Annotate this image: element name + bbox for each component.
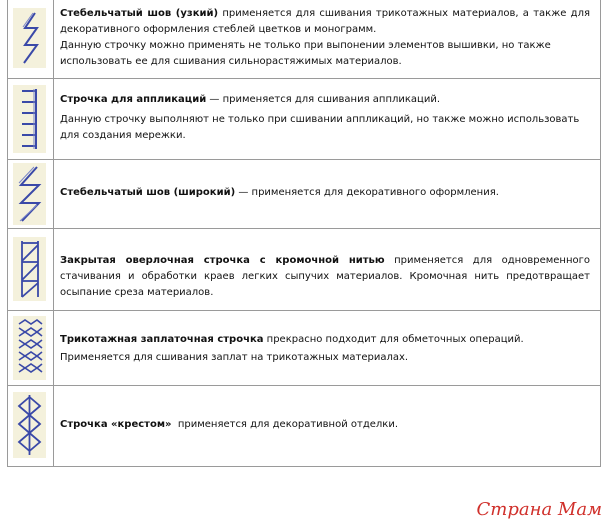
stitch-row-narrow-stem [8, 0, 600, 78]
icon-cell [8, 0, 54, 78]
stitch-note: Данную строчку можно применять не только при выпонении элементов вышивки, но также использовать ее для сшивания сильнорастяжимых материалов. [60, 40, 551, 67]
stitch-description [60, 332, 590, 366]
icon-cell [8, 79, 54, 160]
stitch-main-text [60, 92, 590, 108]
knit-patch-stitch-icon [13, 316, 46, 380]
stitch-description [60, 185, 590, 201]
icon-cell [8, 386, 54, 467]
stitch-row-knit-patch [8, 310, 600, 386]
icon-cell [8, 311, 54, 386]
wide-stem-stitch-icon [13, 163, 46, 225]
stitch-rest: прекрасно подходит для обметочных операций. [263, 334, 524, 345]
stitch-row-applique [8, 78, 600, 160]
icon-cell [8, 229, 54, 311]
stitch-description [60, 253, 590, 301]
stitch-description [60, 92, 590, 144]
applique-stitch-icon [13, 85, 46, 153]
stitch-note: Данную строчку выполняют не только при сшивании аппликаций, но также можно использовать для создания мережки. [60, 114, 580, 141]
watermark-logo: Страна Мам [476, 499, 602, 520]
stitch-title: Стебельчатый шов (узкий) [60, 8, 219, 19]
stitch-rest: — применяется для декоративного оформления. [235, 187, 499, 198]
stitch-description [60, 417, 590, 433]
stitch-rest: — применяется для сшивания аппликаций. [206, 94, 441, 105]
stitch-title: Закрытая оверлочная строчка с кромочной нитью [60, 255, 385, 266]
stitch-rest: применяется для декоративной отделки. [171, 419, 399, 430]
stitch-note: Применяется для сшивания заплат на трикотажных материалах. [60, 352, 409, 363]
stitch-description [60, 6, 590, 70]
stitch-main-text [60, 253, 590, 301]
stitch-main-text [60, 332, 590, 348]
stitch-title: Строчка «крестом» [60, 419, 172, 430]
stitch-title: Строчка для аппликаций [60, 94, 207, 105]
stitch-row-cross [8, 385, 600, 467]
stitch-row-wide-stem [8, 159, 600, 229]
narrow-stem-stitch-icon [13, 8, 46, 68]
stitch-main-text [60, 417, 590, 433]
stitch-title: Стебельчатый шов (широкий) [60, 187, 236, 198]
stitch-rest: применяется для одновременного стачивания и обработки краев легких сыпучих материалов. Кромочная нить предотвращает осыпание среза материалов. [60, 255, 590, 298]
icon-cell [8, 160, 54, 229]
closed-overlock-stitch-icon [13, 237, 46, 301]
stitch-row-closed-overlock [8, 228, 600, 311]
stitch-title: Трикотажная заплаточная строчка [60, 334, 264, 345]
stitch-rest: применяется для сшивания трикотажных материалов, а также для декоративного оформления стеблей цветков и монограмм. [60, 8, 590, 35]
cross-stitch-icon [13, 392, 46, 458]
stitch-main-text [60, 185, 590, 201]
stitch-main-text [60, 6, 590, 38]
stitch-table [7, 0, 601, 467]
